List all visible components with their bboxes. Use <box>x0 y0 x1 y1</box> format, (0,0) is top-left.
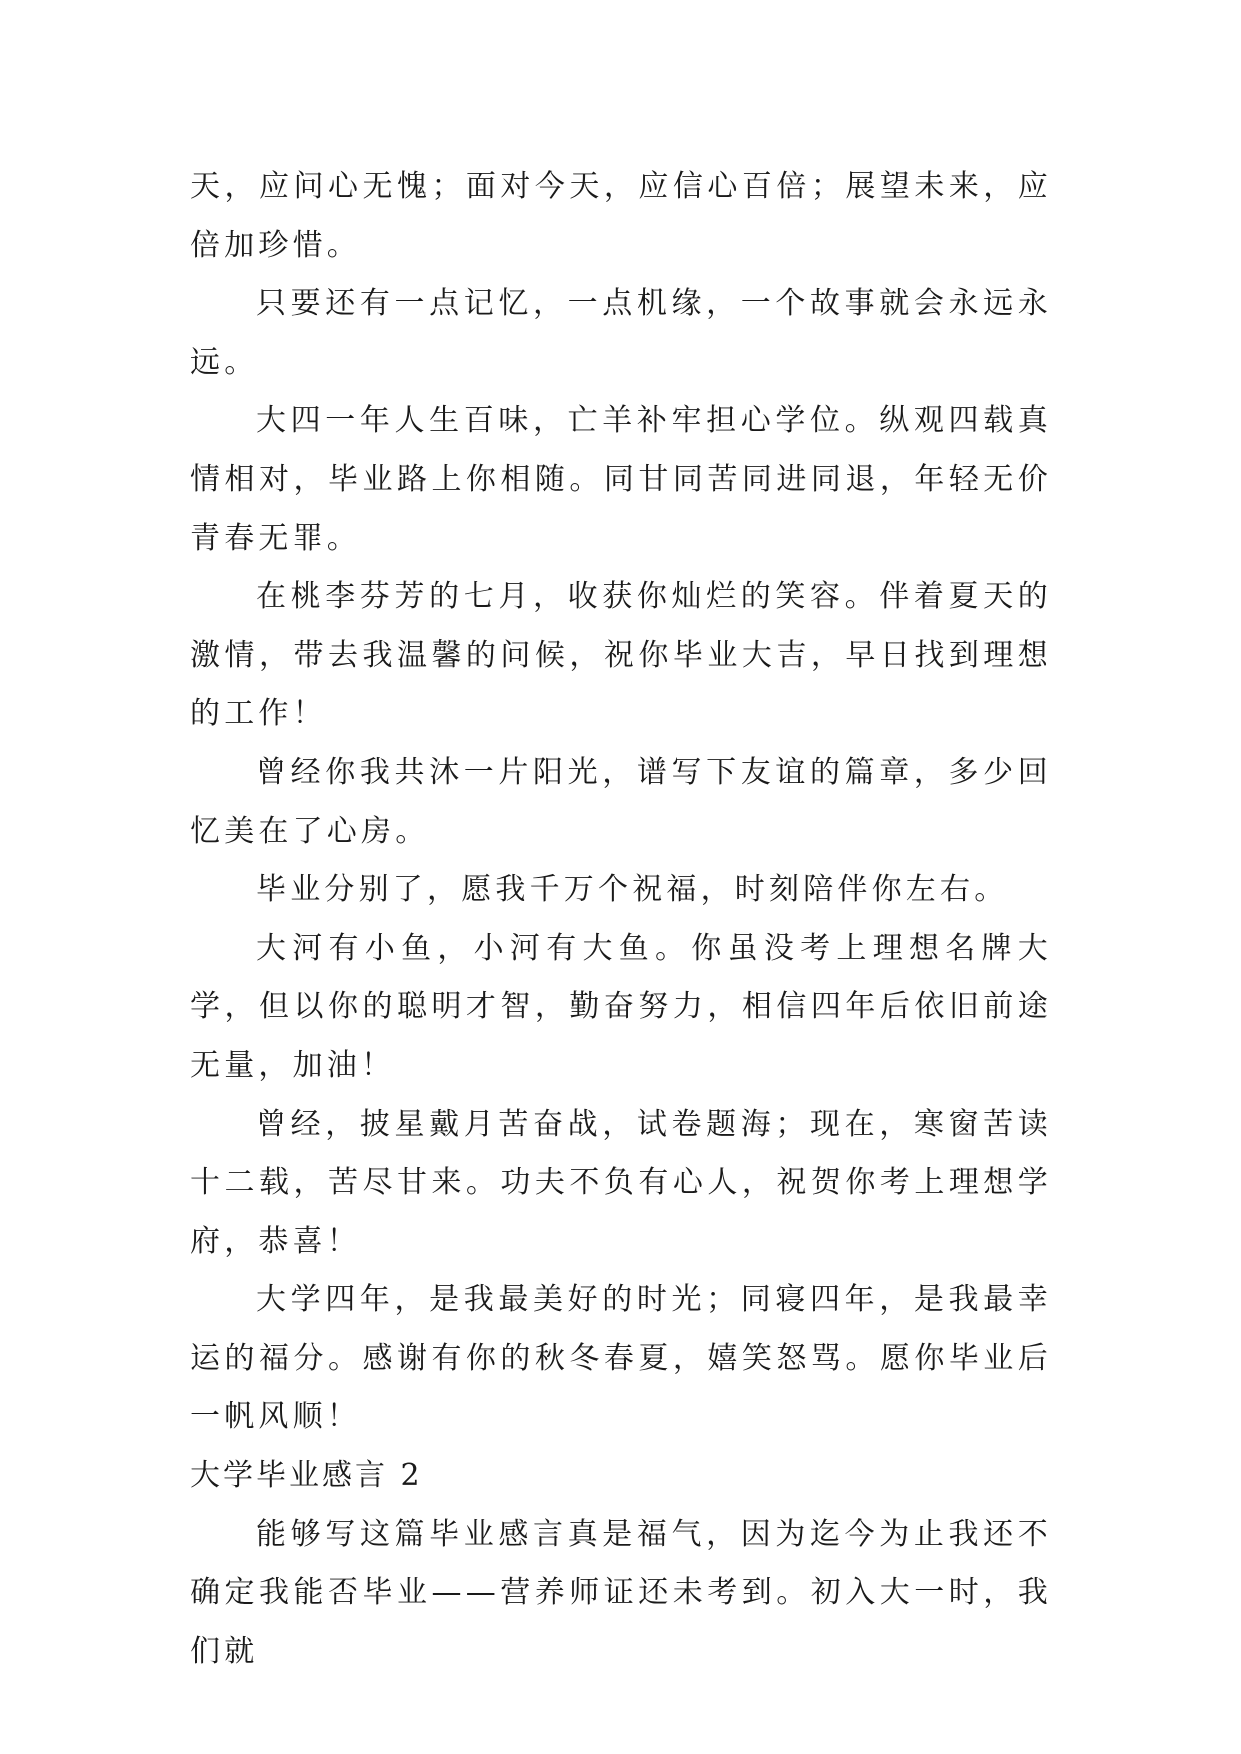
section-heading: 大学毕业感言 2 <box>190 1458 423 1494</box>
paragraph: 曾经，披星戴月苦奋战，试卷题海；现在，寒窗苦读十二载，苦尽甘来。功夫不负有心人，祝贺你考上理想学府，恭喜！ <box>190 1106 1052 1259</box>
paragraph-continuation: 天，应问心无愧；面对今天，应信心百倍；展望未来，应倍加珍惜。 <box>190 169 1052 263</box>
document-body <box>190 158 1052 1681</box>
paragraph: 在桃李芬芳的七月，收获你灿烂的笑容。伴着夏天的激情，带去我温馨的问候，祝你毕业大吉，早日找到理想的工作！ <box>190 579 1052 732</box>
paragraph: 只要还有一点记忆，一点机缘，一个故事就会永远永远。 <box>190 286 1052 380</box>
paragraph: 大学四年，是我最美好的时光；同寝四年，是我最幸运的福分。感谢有你的秋冬春夏，嬉笑怒骂。愿你毕业后一帆风顺！ <box>190 1282 1052 1435</box>
paragraph: 曾经你我共沐一片阳光，谱写下友谊的篇章，多少回忆美在了心房。 <box>190 754 1052 849</box>
paragraph: 大四一年人生百味，亡羊补牢担心学位。纵观四载真情相对，毕业路上你相随。同甘同苦同进同退，年轻无价青春无罪。 <box>190 403 1052 556</box>
paragraph: 能够写这篇毕业感言真是福气，因为迄今为止我还不确定我能否毕业——营养师证还未考到。初入大一时，我们就 <box>190 1516 1052 1669</box>
paragraph: 大河有小鱼，小河有大鱼。你虽没考上理想名牌大学，但以你的聪明才智，勤奋努力，相信四年后依旧前途无量，加油！ <box>190 930 1052 1083</box>
paragraph: 毕业分别了，愿我千万个祝福，时刻陪伴你左右。 <box>256 872 1009 908</box>
